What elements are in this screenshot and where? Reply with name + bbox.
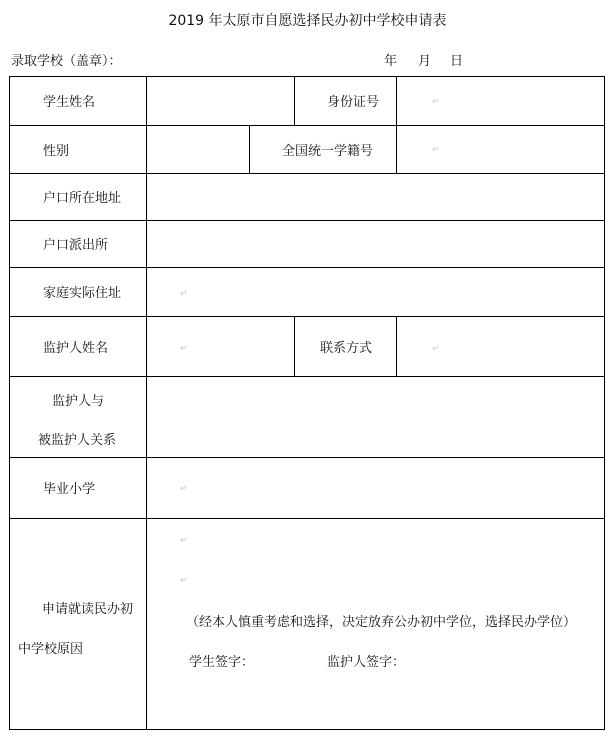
paragraph-mark-icon: ↵ (180, 344, 188, 354)
paragraph-mark-icon: ↵ (180, 484, 188, 494)
date-year: 年 (384, 54, 398, 69)
guardian-name-label: 监护人姓名 (43, 340, 109, 356)
col-line (604, 76, 605, 730)
commitment-statement: （经本人慎重考虑和选择，决定放弃公办初中学位，选择民办学位） (186, 615, 577, 630)
student-name-label: 学生姓名 (43, 95, 96, 110)
date-month: 月 (418, 54, 432, 69)
hukou-police-input[interactable] (147, 221, 604, 267)
primary-school-label: 毕业小学 (43, 482, 96, 497)
paragraph-mark-icon: ↵ (180, 536, 188, 546)
contact-label: 联系方式 (320, 340, 373, 356)
id-number-input[interactable] (397, 77, 604, 125)
guardian-signature-label: 监护人签字： (327, 655, 406, 670)
reason-label-line2: 中学校原因 (18, 642, 84, 657)
admitting-school-label: 录取学校（盖章）： (11, 54, 122, 69)
student-name-input[interactable] (147, 77, 294, 125)
reason-label-line1: 申请就读民办初 (42, 602, 134, 617)
gender-input[interactable] (147, 126, 249, 173)
col-line (294, 76, 295, 125)
col-line (9, 76, 10, 730)
primary-school-input[interactable] (147, 458, 604, 518)
gender-label: 性别 (43, 143, 70, 159)
paragraph-mark-icon: ↵ (180, 576, 188, 586)
home-address-input[interactable] (147, 268, 604, 316)
row-line (9, 729, 605, 730)
student-reg-no-label: 全国统一学籍号 (282, 143, 374, 159)
contact-input[interactable] (397, 317, 604, 376)
date-day: 日 (450, 54, 464, 69)
relation-label-line2: 被监护人关系 (38, 433, 117, 448)
form-title: 2019 年太原市自愿选择民办初中学校申请表 (168, 13, 447, 29)
id-number-label: 身份证号 (327, 95, 380, 110)
paragraph-mark-icon: ↵ (432, 145, 440, 155)
hukou-address-label: 户口所在地址 (43, 191, 122, 206)
col-line (249, 125, 250, 173)
hukou-address-input[interactable] (147, 174, 604, 220)
paragraph-mark-icon: ↵ (180, 289, 188, 299)
relation-input[interactable] (147, 377, 604, 457)
student-reg-no-input[interactable] (397, 126, 604, 173)
col-line (294, 316, 295, 376)
relation-label-line1: 监护人与 (52, 394, 105, 409)
guardian-name-input[interactable] (147, 317, 294, 376)
hukou-police-label: 户口派出所 (43, 238, 109, 253)
home-address-label: 家庭实际住址 (43, 286, 122, 301)
student-signature-label: 学生签字： (189, 655, 255, 670)
paragraph-mark-icon: ↵ (432, 344, 440, 354)
paragraph-mark-icon: ↵ (432, 97, 440, 107)
